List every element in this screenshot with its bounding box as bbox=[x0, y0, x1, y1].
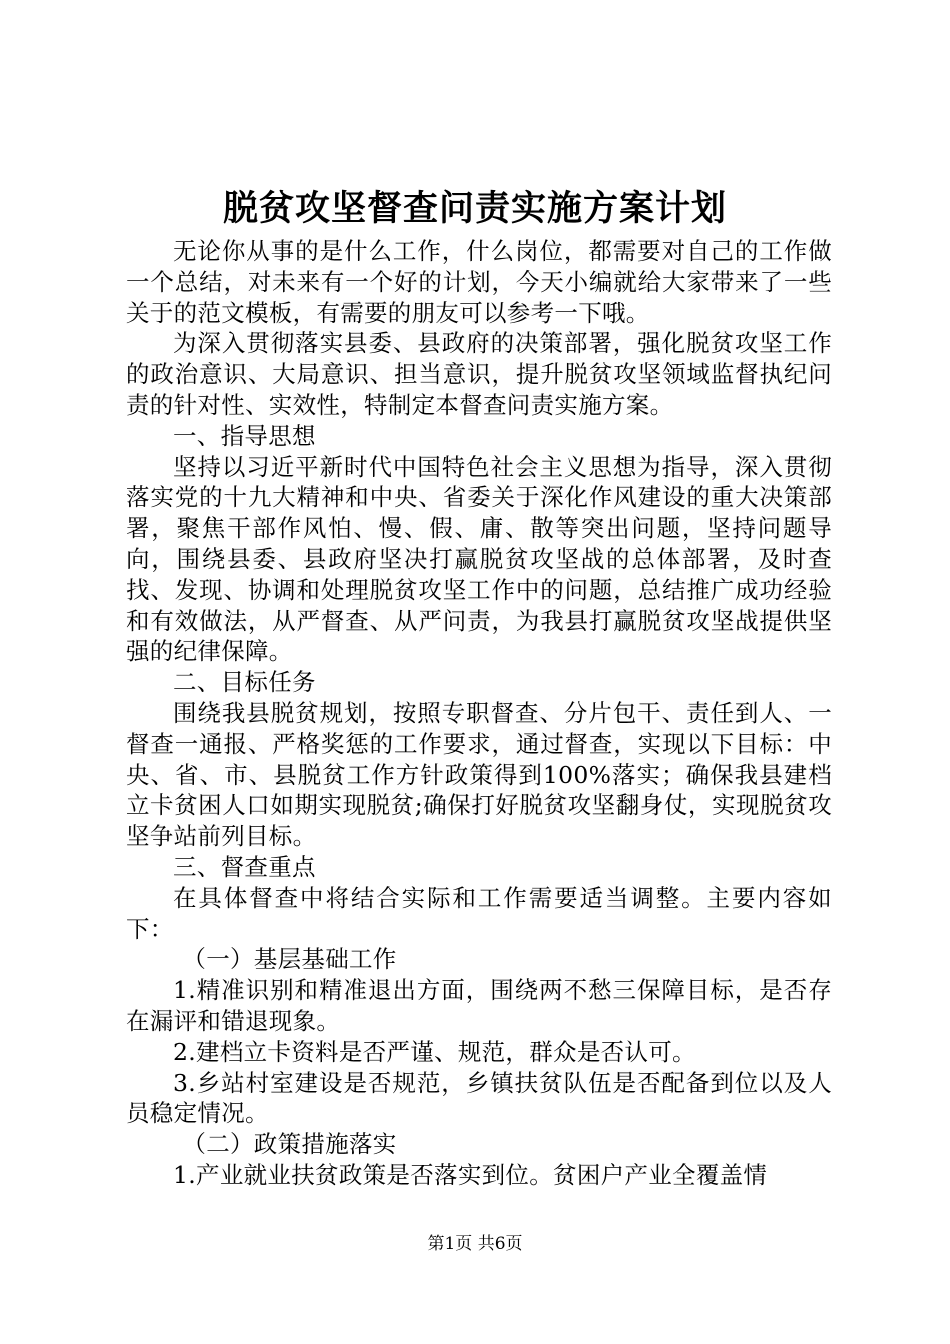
list-item: 3.乡站村室建设是否规范，乡镇扶贫队伍是否配备到位以及人员稳定情况。 bbox=[126, 1068, 832, 1128]
subsection-heading-grassroots: （一）基层基础工作 bbox=[182, 945, 397, 974]
page-number-footer: 第1页 共6页 bbox=[427, 1234, 523, 1254]
section-heading-guiding-thought: 一、指导思想 bbox=[173, 421, 316, 450]
paragraph-inspection-focus: 在具体督查中将结合实际和工作需要适当调整。主要内容如下： bbox=[126, 883, 832, 943]
page-title: 脱贫攻坚督查问责实施方案计划 bbox=[222, 188, 727, 229]
section-heading-inspection-focus: 三、督查重点 bbox=[173, 852, 316, 881]
paragraph-intro: 无论你从事的是什么工作，什么岗位，都需要对自己的工作做一个总结，对未来有一个好的计划，今天小编就给大家带来了一些关于的范文模板，有需要的朋友可以参考一下哦。 bbox=[126, 237, 832, 327]
paragraph-purpose: 为深入贯彻落实县委、县政府的决策部署，强化脱贫攻坚工作的政治意识、大局意识、担当意识，提升脱贫攻坚领域监督执纪问责的针对性、实效性，特制定本督查问责实施方案。 bbox=[126, 329, 832, 419]
subsection-heading-policy: （二）政策措施落实 bbox=[182, 1130, 397, 1159]
list-item: 1.精准识别和精准退出方面，围绕两不愁三保障目标，是否存在漏评和错退现象。 bbox=[126, 976, 832, 1035]
list-item: 1.产业就业扶贫政策是否落实到位。贫困户产业全覆盖情 bbox=[173, 1160, 768, 1189]
paragraph-goals: 围绕我县脱贫规划，按照专职督查、分片包干、责任到人、一督查一通报、严格奖惩的工作要求，通过督查，实现以下目标：中央、省、市、县脱贫工作方针政策得到100%落实；确保我县建档立卡贫困人口如期实现脱贫;确保打好脱贫攻坚翻身仗，实现脱贫攻坚争站前列目标。 bbox=[126, 698, 832, 851]
list-item: 2.建档立卡资料是否严谨、规范，群众是否认可。 bbox=[173, 1037, 696, 1066]
paragraph-guiding-thought: 坚持以习近平新时代中国特色社会主义思想为指导，深入贯彻落实党的十九大精神和中央、省委关于深化作风建设的重大决策部署，聚焦干部作风怕、慢、假、庸、散等突出问题，坚持问题导向，围绕县委、县政府坚决打赢脱贫攻坚战的总体部署，及时查找、发现、协调和处理脱贫攻坚工作中的问题，总结推广成功经验和有效做法，从严督查、从严问责，为我县打赢脱贫攻坚战提供坚强的纪律保障。 bbox=[126, 452, 832, 666]
section-heading-goals: 二、目标任务 bbox=[173, 668, 316, 697]
document-body bbox=[126, 236, 832, 1191]
